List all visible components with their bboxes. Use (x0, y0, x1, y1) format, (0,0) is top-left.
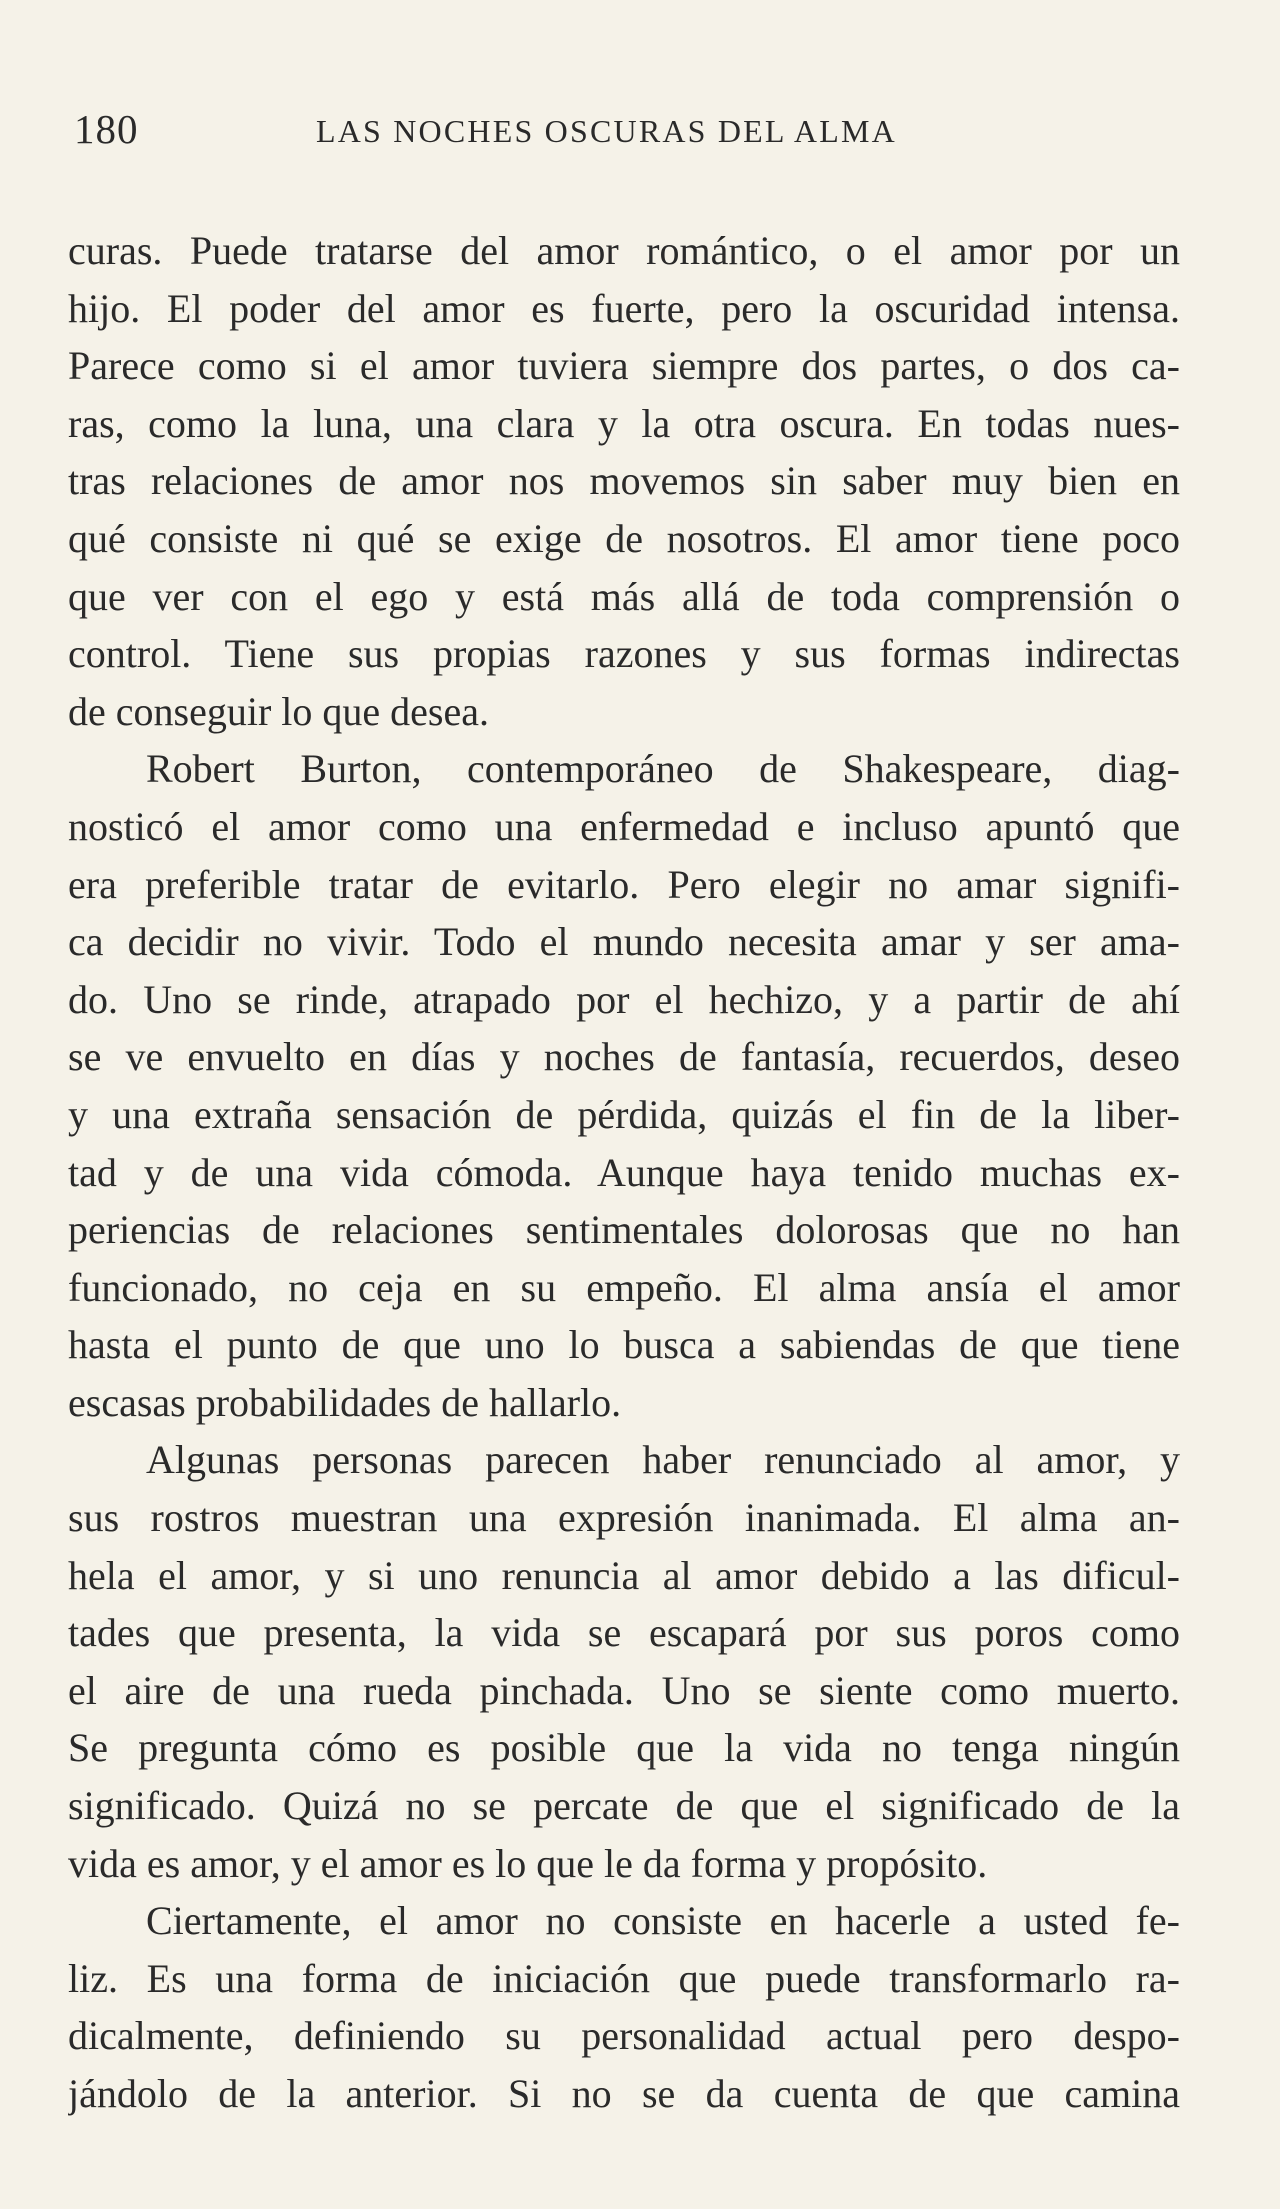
text-line: de conseguir lo que desea. (68, 688, 489, 734)
text-line: hela el amor, y si uno renuncia al amor debido a las dificul- (68, 1552, 1180, 1598)
book-title: LAS NOCHES OSCURAS DEL ALMA (316, 113, 897, 149)
text-line: liz. Es una forma de iniciación que puede transformarlo ra- (68, 1955, 1180, 2001)
paragraph-first-line: Algunas personas parecen haber renunciado al amor, y (146, 1437, 1180, 1483)
text-line: escasas probabilidades de hallarlo. (68, 1379, 622, 1425)
text-line: nosticó el amor como una enfermedad e incluso apuntó que (68, 803, 1180, 849)
text-line: y una extraña sensación de pérdida, quizás el fin de la liber- (68, 1091, 1180, 1137)
text-line: control. Tiene sus propias razones y sus formas indirectas (68, 631, 1180, 677)
text-line: funcionado, no ceja en su empeño. El alma ansía el amor (68, 1264, 1180, 1310)
text-line: era preferible tratar de evitarlo. Pero elegir no amar signifi- (68, 861, 1180, 907)
text-line: jándolo de la anterior. Si no se da cuenta de que camina (68, 2071, 1180, 2116)
text-line: hasta el punto de que uno lo busca a sabiendas de que tiene (68, 1322, 1180, 1368)
text-line: tras relaciones de amor nos movemos sin saber muy bien en (68, 458, 1180, 504)
paragraph-first-line: Robert Burton, contemporáneo de Shakespeare, diag- (146, 746, 1180, 792)
text-line: ca decidir no vivir. Todo el mundo necesita amar y ser ama- (68, 919, 1180, 965)
text-line: tad y de una vida cómoda. Aunque haya tenido muchas ex- (68, 1149, 1180, 1195)
text-line: vida es amor, y el amor es lo que le da forma y propósito. (68, 1840, 988, 1886)
paragraph-first-line: Ciertamente, el amor no consiste en hacerle a usted fe- (146, 1898, 1180, 1944)
text-line: se ve envuelto en días y noches de fantasía, recuerdos, deseo (68, 1034, 1180, 1080)
text-line: hijo. El poder del amor es fuerte, pero la oscuridad intensa. (68, 285, 1180, 331)
text-line: curas. Puede tratarse del amor romántico, o el amor por un (68, 228, 1180, 273)
text-line: qué consiste ni qué se exige de nosotros. El amor tiene poco (68, 515, 1180, 561)
text-line: do. Uno se rinde, atrapado por el hechizo, y a partir de ahí (68, 976, 1180, 1022)
text-line: tades que presenta, la vida se escapará por sus poros como (68, 1610, 1180, 1656)
page-number: 180 (74, 106, 139, 152)
text-line: dicalmente, definiendo su personalidad actual pero despo- (68, 2013, 1180, 2059)
text-line: que ver con el ego y está más allá de toda comprensión o (68, 573, 1180, 619)
text-line: sus rostros muestran una expresión inanimada. El alma an- (68, 1495, 1180, 1541)
text-line: significado. Quizá no se percate de que el significado de la (68, 1783, 1180, 1829)
text-line: Parece como si el amor tuviera siempre dos partes, o dos ca- (68, 343, 1180, 389)
text-line: periencias de relaciones sentimentales dolorosas que no han (68, 1207, 1180, 1253)
text-line: el aire de una rueda pinchada. Uno se siente como muerto. (68, 1667, 1180, 1713)
text-line: ras, como la luna, una clara y la otra oscura. En todas nues- (68, 400, 1180, 446)
body-text (68, 222, 1180, 2123)
running-header (68, 104, 1180, 154)
text-line: Se pregunta cómo es posible que la vida no tenga ningún (68, 1725, 1180, 1771)
